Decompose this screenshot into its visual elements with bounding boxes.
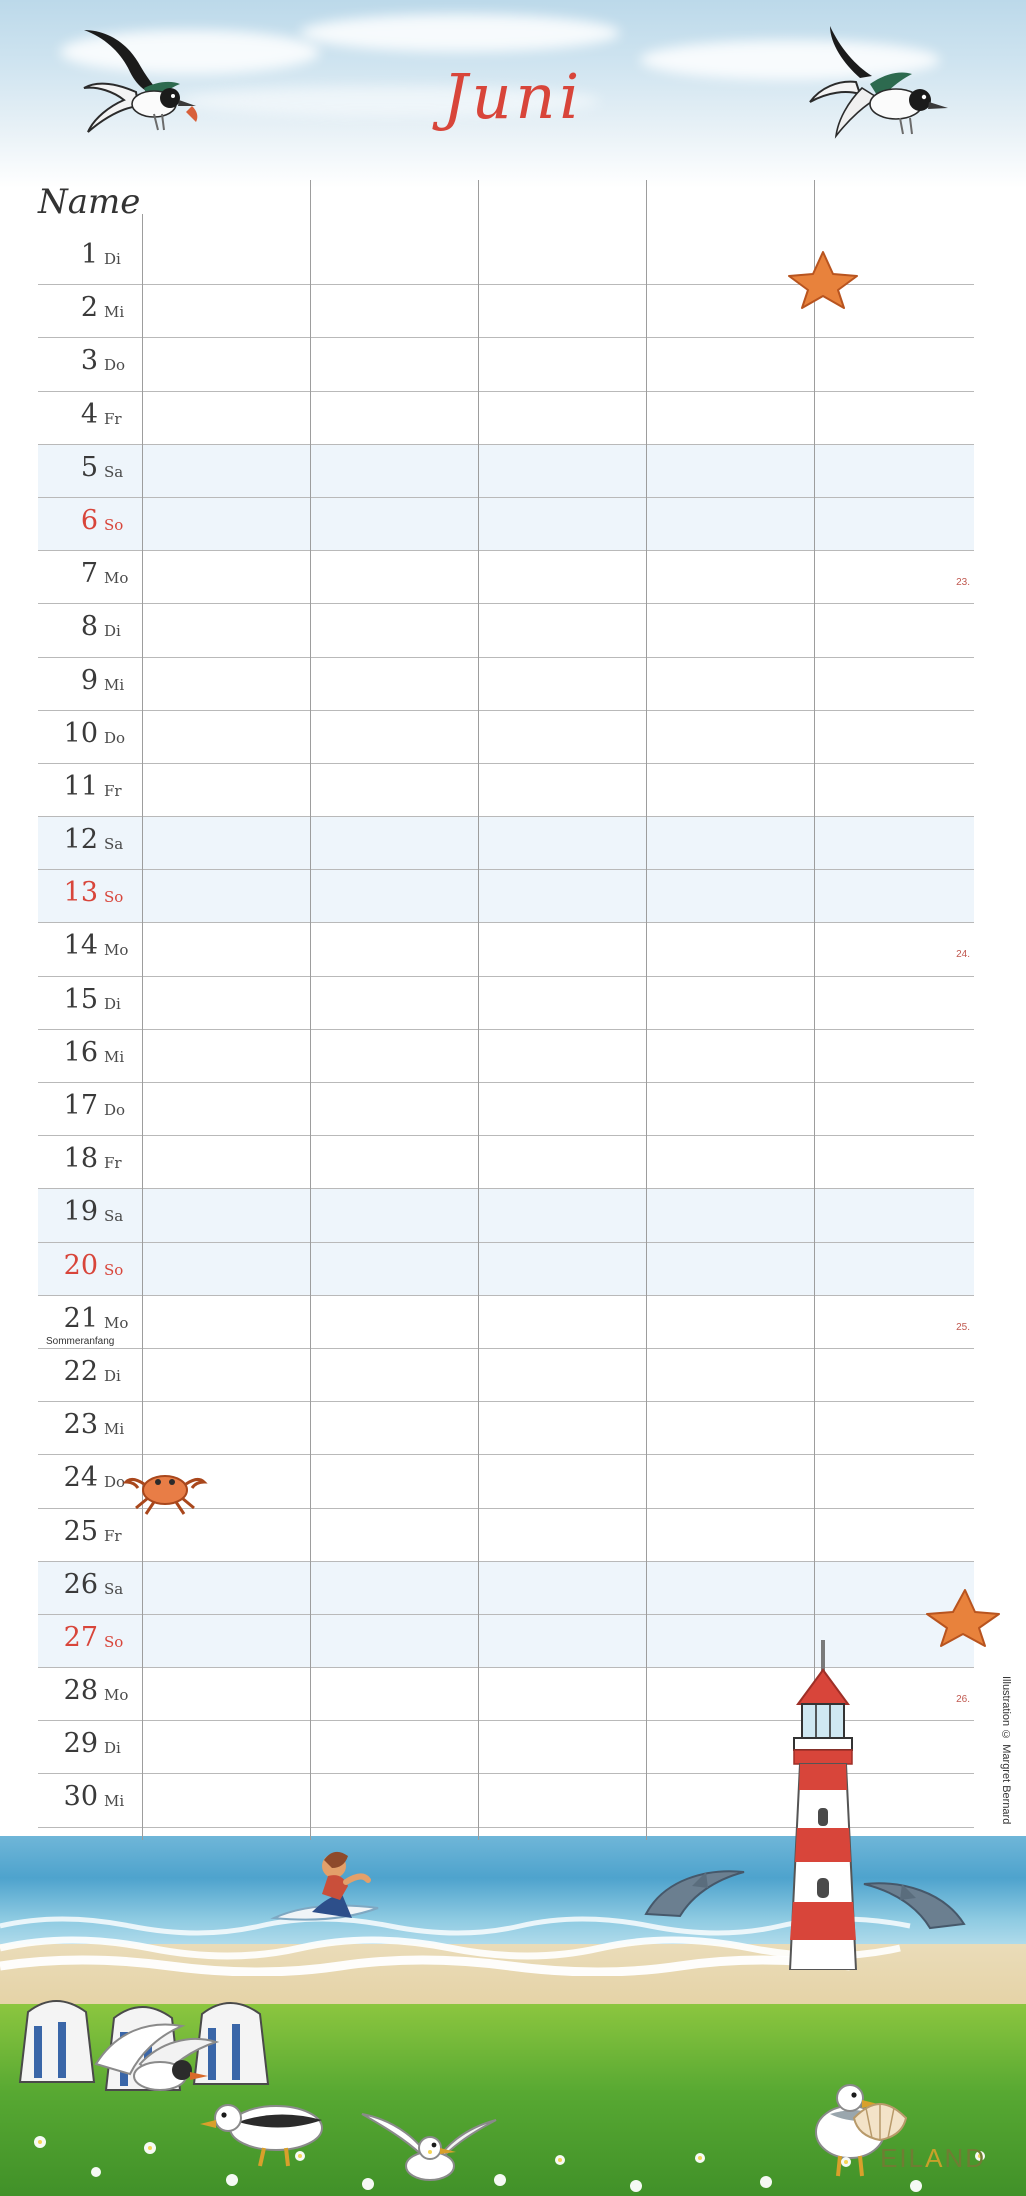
entry-cell[interactable] bbox=[646, 1136, 814, 1189]
starfish-icon bbox=[786, 248, 860, 315]
entry-cell[interactable] bbox=[646, 977, 814, 1030]
entry-cell[interactable] bbox=[310, 1721, 478, 1774]
day-weekday-abbr: Di bbox=[104, 1366, 121, 1385]
day-weekday-abbr: Sa bbox=[104, 1579, 124, 1598]
day-note: Sommeranfang bbox=[46, 1335, 115, 1347]
entry-cell[interactable] bbox=[646, 658, 814, 711]
brand-part1: EIL bbox=[880, 2143, 926, 2173]
entry-cell[interactable] bbox=[478, 1668, 646, 1721]
day-weekday-abbr: Mi bbox=[104, 1047, 125, 1066]
day-weekday-abbr: Mi bbox=[104, 675, 125, 694]
entry-cell[interactable] bbox=[478, 1030, 646, 1083]
calendar-grid bbox=[38, 180, 974, 1840]
day-weekday-abbr: So bbox=[104, 1260, 124, 1279]
entry-cell[interactable] bbox=[310, 1136, 478, 1189]
day-number: 14 bbox=[63, 930, 98, 962]
day-weekday-abbr: Sa bbox=[104, 835, 124, 854]
entry-cell[interactable] bbox=[478, 923, 646, 976]
entry-cell[interactable] bbox=[478, 1136, 646, 1189]
day-number: 8 bbox=[80, 611, 98, 643]
week-number: 23. bbox=[956, 577, 970, 589]
day-weekday-abbr: Mo bbox=[104, 1313, 129, 1332]
entry-cell[interactable] bbox=[142, 285, 310, 338]
entry-cell[interactable] bbox=[646, 551, 814, 604]
day-row[interactable] bbox=[38, 338, 974, 391]
entry-cell[interactable] bbox=[646, 1402, 814, 1455]
entry-cell[interactable] bbox=[142, 658, 310, 711]
entry-cell[interactable] bbox=[646, 1296, 814, 1349]
entry-cell[interactable] bbox=[142, 764, 310, 817]
entry-cell[interactable] bbox=[310, 1349, 478, 1402]
day-weekday-abbr: Do bbox=[104, 728, 126, 747]
entry-cell[interactable] bbox=[814, 604, 982, 657]
entry-cell[interactable] bbox=[646, 923, 814, 976]
month-title: Juni bbox=[442, 60, 584, 133]
entry-cell[interactable] bbox=[814, 1455, 982, 1508]
week-number: 24. bbox=[956, 949, 970, 961]
entry-cell[interactable] bbox=[310, 1774, 478, 1827]
entry-cell[interactable] bbox=[478, 1774, 646, 1827]
day-row[interactable] bbox=[38, 764, 974, 817]
entry-cell[interactable] bbox=[142, 1668, 310, 1721]
entry-cell[interactable] bbox=[478, 870, 646, 923]
entry-cell[interactable] bbox=[478, 498, 646, 551]
day-weekday-abbr: Fr bbox=[104, 409, 122, 428]
entry-cell[interactable] bbox=[814, 764, 982, 817]
entry-cell[interactable] bbox=[646, 1083, 814, 1136]
entry-cell[interactable] bbox=[310, 870, 478, 923]
day-row[interactable] bbox=[38, 1243, 974, 1296]
entry-cell[interactable] bbox=[310, 232, 478, 285]
day-number: 22 bbox=[63, 1355, 98, 1387]
entry-cell[interactable] bbox=[142, 817, 310, 870]
day-weekday-abbr: Fr bbox=[104, 1154, 122, 1173]
day-row[interactable] bbox=[38, 977, 974, 1030]
day-number: 18 bbox=[63, 1143, 98, 1175]
day-row[interactable] bbox=[38, 551, 974, 604]
entry-cell[interactable] bbox=[646, 1243, 814, 1296]
day-weekday-abbr: Do bbox=[104, 356, 126, 375]
day-number: 10 bbox=[63, 717, 98, 749]
entry-cell[interactable] bbox=[142, 1243, 310, 1296]
entry-cell[interactable] bbox=[814, 1243, 982, 1296]
day-weekday-abbr: Do bbox=[104, 1473, 126, 1492]
day-row[interactable] bbox=[38, 1189, 974, 1242]
day-weekday-abbr: Fr bbox=[104, 1526, 122, 1545]
entry-cell[interactable] bbox=[142, 1402, 310, 1455]
entry-cell[interactable] bbox=[646, 392, 814, 445]
entry-cell[interactable] bbox=[814, 551, 982, 604]
day-row[interactable] bbox=[38, 392, 974, 445]
entry-cell[interactable] bbox=[814, 1083, 982, 1136]
entry-cell[interactable] bbox=[478, 1296, 646, 1349]
entry-cell[interactable] bbox=[478, 1189, 646, 1242]
day-weekday-abbr: Sa bbox=[104, 1207, 124, 1226]
entry-cell[interactable] bbox=[310, 1562, 478, 1615]
day-row[interactable] bbox=[38, 923, 974, 976]
entry-cell[interactable] bbox=[310, 445, 478, 498]
entry-cell[interactable] bbox=[142, 870, 310, 923]
entry-cell[interactable] bbox=[478, 392, 646, 445]
day-weekday-abbr: Mi bbox=[104, 303, 125, 322]
entry-cell[interactable] bbox=[814, 392, 982, 445]
entry-cell[interactable] bbox=[310, 658, 478, 711]
entry-cell[interactable] bbox=[142, 1296, 310, 1349]
entry-cell[interactable] bbox=[310, 338, 478, 391]
entry-cell[interactable] bbox=[142, 1721, 310, 1774]
entry-cell[interactable] bbox=[814, 977, 982, 1030]
day-number: 26 bbox=[63, 1568, 98, 1600]
entry-cell[interactable] bbox=[646, 498, 814, 551]
brand-logo bbox=[880, 2143, 986, 2174]
entry-cell[interactable] bbox=[142, 1562, 310, 1615]
lighthouse-icon bbox=[748, 1640, 898, 1975]
day-number: 29 bbox=[63, 1728, 98, 1760]
entry-cell[interactable] bbox=[814, 1296, 982, 1349]
entry-cell[interactable] bbox=[646, 604, 814, 657]
entry-cell[interactable] bbox=[814, 1509, 982, 1562]
entry-cell[interactable] bbox=[814, 1189, 982, 1242]
entry-cell[interactable] bbox=[142, 1774, 310, 1827]
column-separator bbox=[646, 180, 647, 1840]
entry-cell[interactable] bbox=[646, 1030, 814, 1083]
entry-cell[interactable] bbox=[478, 232, 646, 285]
entry-cell[interactable] bbox=[814, 338, 982, 391]
entry-cell[interactable] bbox=[646, 870, 814, 923]
column-separator bbox=[478, 180, 479, 1840]
day-row[interactable] bbox=[38, 445, 974, 498]
entry-cell[interactable] bbox=[814, 923, 982, 976]
day-number: 12 bbox=[63, 824, 98, 856]
entry-cell[interactable] bbox=[142, 1030, 310, 1083]
entry-cell[interactable] bbox=[646, 338, 814, 391]
entry-cell[interactable] bbox=[142, 711, 310, 764]
day-row[interactable] bbox=[38, 817, 974, 870]
day-number: 11 bbox=[63, 770, 98, 802]
day-row[interactable] bbox=[38, 1296, 974, 1349]
day-weekday-abbr: So bbox=[104, 515, 124, 534]
entry-cell[interactable] bbox=[646, 445, 814, 498]
day-row[interactable] bbox=[38, 1136, 974, 1189]
entry-cell[interactable] bbox=[310, 764, 478, 817]
day-number: 3 bbox=[80, 345, 98, 377]
entry-cell[interactable] bbox=[478, 1562, 646, 1615]
entry-cell[interactable] bbox=[478, 1349, 646, 1402]
illustration-credit: Illustration © Margret Bernard bbox=[1000, 1675, 1012, 1824]
starfish-icon bbox=[925, 1588, 1001, 1653]
day-row[interactable] bbox=[38, 1562, 974, 1615]
entry-cell[interactable] bbox=[310, 551, 478, 604]
surfer-icon bbox=[268, 1842, 388, 1934]
entry-cell[interactable] bbox=[142, 1083, 310, 1136]
entry-cell[interactable] bbox=[478, 977, 646, 1030]
entry-cell[interactable] bbox=[814, 1402, 982, 1455]
entry-cell[interactable] bbox=[142, 1615, 310, 1668]
day-number: 27 bbox=[63, 1621, 98, 1653]
entry-cell[interactable] bbox=[478, 1509, 646, 1562]
entry-cell[interactable] bbox=[142, 977, 310, 1030]
day-row[interactable] bbox=[38, 870, 974, 923]
day-number: 17 bbox=[63, 1090, 98, 1121]
entry-cell[interactable] bbox=[646, 764, 814, 817]
day-row[interactable] bbox=[38, 711, 974, 764]
entry-cell[interactable] bbox=[310, 604, 478, 657]
entry-cell[interactable] bbox=[814, 658, 982, 711]
entry-cell[interactable] bbox=[478, 1083, 646, 1136]
day-weekday-abbr: Sa bbox=[104, 462, 124, 481]
day-weekday-abbr: Di bbox=[104, 250, 121, 268]
entry-cell[interactable] bbox=[646, 1349, 814, 1402]
day-number: 23 bbox=[63, 1409, 98, 1441]
entry-cell[interactable] bbox=[478, 604, 646, 657]
day-number: 1 bbox=[80, 239, 98, 270]
name-column-header: Name bbox=[38, 182, 141, 222]
entry-cell[interactable] bbox=[310, 1189, 478, 1242]
entry-cell[interactable] bbox=[478, 1243, 646, 1296]
entry-cell[interactable] bbox=[310, 923, 478, 976]
entry-cell[interactable] bbox=[142, 445, 310, 498]
entry-cell[interactable] bbox=[478, 1721, 646, 1774]
entry-cell[interactable] bbox=[646, 1509, 814, 1562]
day-number: 7 bbox=[80, 558, 98, 590]
day-row[interactable] bbox=[38, 658, 974, 711]
day-number: 15 bbox=[63, 983, 98, 1015]
day-weekday-abbr: So bbox=[104, 1632, 124, 1651]
day-number: 20 bbox=[63, 1249, 98, 1281]
entry-cell[interactable] bbox=[478, 285, 646, 338]
day-weekday-abbr: Di bbox=[104, 994, 121, 1013]
entry-cell[interactable] bbox=[142, 1136, 310, 1189]
entry-cell[interactable] bbox=[478, 1402, 646, 1455]
day-row[interactable] bbox=[38, 1349, 974, 1402]
entry-cell[interactable] bbox=[142, 232, 310, 285]
day-weekday-abbr: So bbox=[104, 888, 124, 907]
entry-cell[interactable] bbox=[814, 870, 982, 923]
entry-cell[interactable] bbox=[310, 1402, 478, 1455]
day-number: 5 bbox=[80, 451, 98, 483]
entry-cell[interactable] bbox=[814, 711, 982, 764]
entry-cell[interactable] bbox=[478, 764, 646, 817]
column-separator bbox=[142, 214, 143, 1840]
entry-cell[interactable] bbox=[310, 1030, 478, 1083]
day-weekday-abbr: Mo bbox=[104, 941, 129, 960]
entry-cell[interactable] bbox=[142, 498, 310, 551]
entry-cell[interactable] bbox=[310, 1083, 478, 1136]
entry-cell[interactable] bbox=[646, 1455, 814, 1508]
day-row[interactable] bbox=[38, 604, 974, 657]
brand-accent: A bbox=[925, 2143, 945, 2173]
entry-cell[interactable] bbox=[814, 1136, 982, 1189]
entry-cell[interactable] bbox=[310, 711, 478, 764]
entry-cell[interactable] bbox=[814, 817, 982, 870]
entry-cell[interactable] bbox=[310, 977, 478, 1030]
entry-cell[interactable] bbox=[310, 1296, 478, 1349]
day-weekday-abbr: Di bbox=[104, 622, 121, 641]
entry-cell[interactable] bbox=[310, 1615, 478, 1668]
day-number: 13 bbox=[63, 877, 98, 909]
entry-cell[interactable] bbox=[814, 1349, 982, 1402]
entry-cell[interactable] bbox=[478, 1615, 646, 1668]
entry-cell[interactable] bbox=[814, 445, 982, 498]
week-number: 25. bbox=[956, 1321, 970, 1333]
week-number: 26. bbox=[956, 1694, 970, 1706]
day-weekday-abbr: Di bbox=[104, 1739, 121, 1758]
entry-cell[interactable] bbox=[142, 1189, 310, 1242]
entry-cell[interactable] bbox=[142, 338, 310, 391]
day-row[interactable] bbox=[38, 1083, 974, 1136]
day-number: 9 bbox=[80, 664, 98, 696]
day-number: 19 bbox=[63, 1196, 98, 1228]
entry-cell[interactable] bbox=[142, 551, 310, 604]
day-weekday-abbr: Mi bbox=[104, 1420, 125, 1439]
day-number: 16 bbox=[63, 1036, 98, 1068]
entry-cell[interactable] bbox=[814, 498, 982, 551]
day-weekday-abbr: Do bbox=[104, 1101, 126, 1119]
day-number: 25 bbox=[63, 1515, 98, 1547]
entry-cell[interactable] bbox=[814, 1030, 982, 1083]
column-separator bbox=[814, 180, 815, 1840]
entry-cell[interactable] bbox=[142, 1349, 310, 1402]
entry-cell[interactable] bbox=[478, 711, 646, 764]
day-weekday-abbr: Fr bbox=[104, 781, 122, 800]
entry-cell[interactable] bbox=[478, 817, 646, 870]
entry-cell[interactable] bbox=[478, 551, 646, 604]
grid-header-row bbox=[38, 180, 974, 232]
entry-cell[interactable] bbox=[478, 445, 646, 498]
day-number: 6 bbox=[80, 504, 98, 536]
entry-cell[interactable] bbox=[478, 338, 646, 391]
entry-cell[interactable] bbox=[310, 1455, 478, 1508]
day-row[interactable] bbox=[38, 1030, 974, 1083]
entry-cell[interactable] bbox=[646, 711, 814, 764]
dolphin-icon bbox=[640, 1862, 760, 1922]
column-separator bbox=[310, 180, 311, 1840]
entry-cell[interactable] bbox=[142, 604, 310, 657]
entry-cell[interactable] bbox=[310, 392, 478, 445]
entry-cell[interactable] bbox=[310, 1243, 478, 1296]
entry-cell[interactable] bbox=[310, 1509, 478, 1562]
entry-cell[interactable] bbox=[142, 392, 310, 445]
shell-icon bbox=[846, 2100, 916, 2144]
entry-cell[interactable] bbox=[310, 285, 478, 338]
day-row[interactable] bbox=[38, 1402, 974, 1455]
day-rows bbox=[38, 232, 974, 1828]
brand-part2: ND bbox=[944, 2143, 986, 2173]
day-row[interactable] bbox=[38, 498, 974, 551]
crab-icon bbox=[122, 1462, 208, 1523]
day-number: 4 bbox=[80, 398, 98, 430]
day-number: 28 bbox=[63, 1675, 98, 1707]
entry-cell[interactable] bbox=[310, 817, 478, 870]
entry-cell[interactable] bbox=[646, 817, 814, 870]
entry-cell[interactable] bbox=[646, 1562, 814, 1615]
entry-cell[interactable] bbox=[478, 1455, 646, 1508]
day-number: 2 bbox=[80, 292, 98, 324]
entry-cell[interactable] bbox=[478, 658, 646, 711]
day-number: 24 bbox=[63, 1462, 98, 1494]
day-number: 21 bbox=[63, 1302, 98, 1334]
entry-cell[interactable] bbox=[646, 1189, 814, 1242]
day-weekday-abbr: Mo bbox=[104, 569, 129, 588]
entry-cell[interactable] bbox=[142, 923, 310, 976]
entry-cell[interactable] bbox=[310, 1668, 478, 1721]
entry-cell[interactable] bbox=[310, 498, 478, 551]
day-number: 30 bbox=[63, 1781, 98, 1813]
day-weekday-abbr: Mi bbox=[104, 1792, 125, 1811]
day-weekday-abbr: Mo bbox=[104, 1686, 129, 1705]
